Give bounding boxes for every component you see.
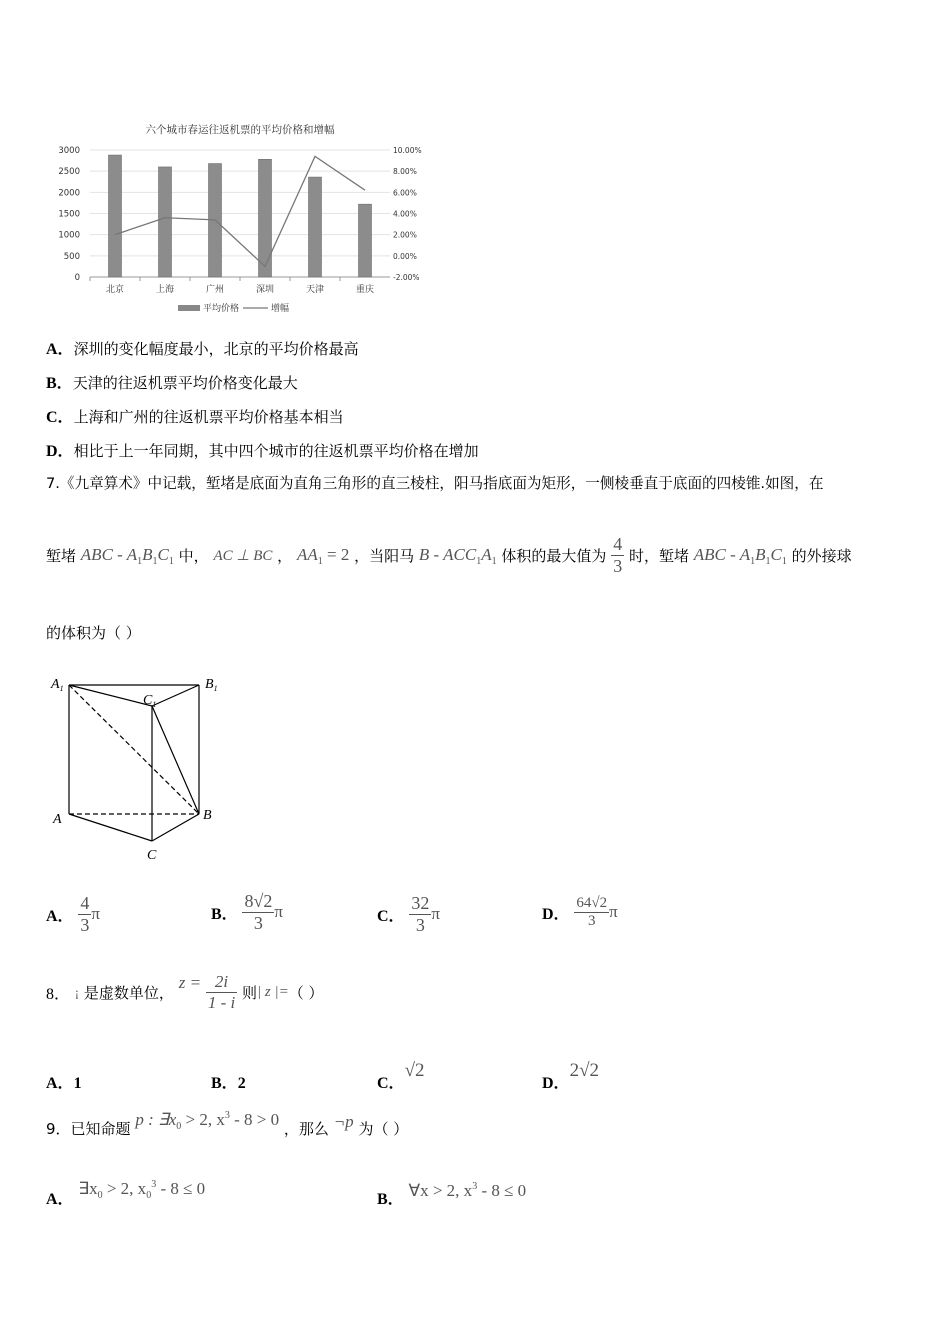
q9-text: 9．已知命题	[46, 1120, 131, 1138]
category-label: 深圳	[255, 285, 275, 295]
option-label: A．	[46, 908, 74, 925]
pi-symbol: π	[91, 904, 100, 923]
right-tick-label: -2.00%	[393, 273, 420, 282]
option-text: 相比于上一年同期，其中四个城市的往返机票平均价格在增加	[73, 442, 479, 460]
option-fraction: $\frac{4}{3}$	[80, 893, 90, 935]
q7-option-d[interactable]	[542, 895, 618, 930]
growth-line	[115, 156, 365, 266]
bar	[359, 204, 372, 277]
option-value: $\exists x_0 > 2$, $x_0^3 - 8 \le 0$	[78, 1179, 206, 1201]
category-label: 重庆	[355, 285, 375, 295]
option-label: C．	[377, 1075, 405, 1092]
right-tick-label: 10.00%	[393, 146, 422, 155]
legend-line-label: 增幅	[271, 304, 290, 314]
legend-bar-label: 平均价格	[203, 304, 240, 314]
option-label: A．	[46, 341, 74, 358]
q7-aa1: $AA_1 = 2$	[296, 544, 350, 567]
right-tick-label: 8.00%	[393, 167, 417, 177]
q8-number: 8．	[46, 986, 71, 1003]
q7-option-b[interactable]	[211, 891, 283, 934]
option-fraction: $\frac{32}{3}$	[411, 893, 430, 935]
q7-option-a[interactable]	[46, 893, 100, 936]
q9-option-a[interactable]	[46, 1176, 206, 1208]
category-label: 北京	[105, 285, 125, 295]
option-label: D．	[542, 1075, 570, 1092]
q7-prism-name: ABC - $A_1B_1C_1$	[80, 544, 174, 567]
q9-text: ，那么	[283, 1120, 329, 1138]
q7-text: ，当阳马	[354, 547, 415, 565]
option-fraction: $\frac{64√2}{3}$	[576, 895, 608, 929]
q7-text: ，	[277, 547, 293, 565]
label-c1: $C_1$	[143, 693, 157, 709]
option-label: B．	[377, 1191, 404, 1208]
chart-title: 六个城市春运往返机票的平均价格和增幅	[145, 124, 335, 136]
q8-stem	[46, 972, 324, 1013]
q8-option-a[interactable]	[46, 1070, 82, 1093]
q6-option-d[interactable]	[46, 438, 479, 461]
option-label: D．	[542, 906, 570, 923]
q9-text: 为（ ）	[358, 1120, 409, 1138]
q7-perp: AC ⊥ BC	[213, 548, 273, 564]
label-a1: $A_1$	[51, 677, 64, 693]
left-tick-label: 3000	[58, 146, 80, 156]
q8-option-c[interactable]	[377, 1058, 425, 1092]
bar	[159, 167, 172, 277]
option-label: B．	[211, 906, 238, 923]
q8-fraction: $\frac{2i}{1 - i}$	[207, 972, 236, 1012]
option-label: B．	[46, 375, 73, 392]
option-value: 1	[73, 1075, 82, 1092]
q6-option-c[interactable]	[46, 404, 344, 427]
q9-stem	[46, 1110, 409, 1140]
option-label: A．	[46, 1191, 74, 1208]
right-tick-label: 2.00%	[393, 230, 417, 240]
option-label: C．	[377, 908, 405, 925]
q7-text: 的外接球	[791, 547, 852, 565]
q7-max-volume: $\frac{4}{3}$	[613, 534, 623, 576]
right-tick-label: 6.00%	[393, 188, 417, 198]
pi-symbol: π	[274, 902, 283, 921]
q8-option-b[interactable]	[211, 1070, 246, 1093]
category-label: 上海	[155, 285, 175, 295]
q9-proposition: p : $\exists x_0 > 2$, $x^3 - 8 > 0$	[135, 1110, 280, 1132]
q8-abs: | z |=	[257, 984, 289, 1000]
q7-text: 堑堵	[46, 547, 77, 565]
option-text: 天津的往返机票平均价格变化最大	[72, 374, 298, 392]
q7-line3: 的体积为（ ）	[46, 624, 141, 642]
q6-option-a[interactable]	[46, 336, 359, 359]
option-label: C．	[46, 409, 74, 426]
category-label: 广州	[205, 285, 225, 295]
q8-text: （ ）	[288, 984, 324, 1002]
q8-text: 则	[242, 984, 258, 1002]
label-c: C	[147, 848, 157, 863]
left-tick-label: 1000	[58, 230, 80, 241]
bar	[309, 177, 322, 277]
q7-text: 中，	[178, 547, 209, 565]
q7-text: 时，堑堵	[628, 547, 689, 565]
option-label: D．	[46, 443, 74, 460]
q8-option-d[interactable]	[542, 1058, 599, 1092]
right-tick-label: 4.00%	[393, 209, 417, 219]
left-tick-label: 2500	[58, 167, 80, 178]
option-value: 2	[237, 1075, 246, 1092]
left-tick-label: 1500	[58, 209, 80, 220]
q8-text: 是虚数单位，	[83, 984, 174, 1002]
option-fraction: $\frac{8√2}{3}$	[244, 891, 273, 933]
q8-i-symbol: ¡	[74, 984, 80, 1000]
q9-negation: ¬p	[333, 1112, 354, 1131]
left-tick-label: 0	[74, 273, 80, 283]
option-value: ∀x > 2, $x^3 - 8 \le 0$	[408, 1181, 527, 1200]
right-tick-label: 0.00%	[393, 251, 417, 261]
q7-line1: 7.《九章算术》中记载，堑堵是底面为直角三角形的直三棱柱，阳马指底面为矩形，一侧棱垂直于底面的四棱锥.如图，在	[46, 475, 824, 492]
q7-line2	[46, 534, 852, 577]
q7-yangma: B - $ACC_1A_1$	[418, 544, 497, 567]
bar	[259, 159, 272, 277]
pi-symbol: π	[431, 904, 440, 923]
q8-z-eq: z =	[178, 972, 202, 992]
option-value: √2	[404, 1060, 425, 1081]
option-value: 2√2	[569, 1060, 599, 1081]
q7-prism-name: ABC - $A_1B_1C_1$	[693, 544, 787, 567]
q9-option-b[interactable]	[377, 1178, 527, 1208]
left-tick-label: 500	[63, 251, 80, 262]
q7-text: 体积的最大值为	[501, 547, 607, 565]
option-text: 深圳的变化幅度最小，北京的平均价格最高	[73, 340, 359, 358]
chart-legend	[178, 302, 289, 314]
option-label: A．	[46, 1075, 74, 1092]
label-b: B	[203, 808, 212, 823]
price-chart	[50, 115, 460, 320]
category-label: 天津	[305, 285, 325, 295]
left-tick-label: 2000	[58, 188, 80, 199]
bar	[109, 155, 122, 277]
pi-symbol: π	[609, 902, 618, 921]
option-label: B．	[211, 1075, 238, 1092]
prism-figure	[45, 668, 235, 868]
label-a: A	[53, 812, 62, 827]
option-text: 上海和广州的往返机票平均价格基本相当	[73, 408, 344, 426]
label-b1: $B_1$	[205, 677, 218, 693]
q6-option-b[interactable]	[46, 370, 298, 393]
q7-option-c[interactable]	[377, 893, 440, 936]
